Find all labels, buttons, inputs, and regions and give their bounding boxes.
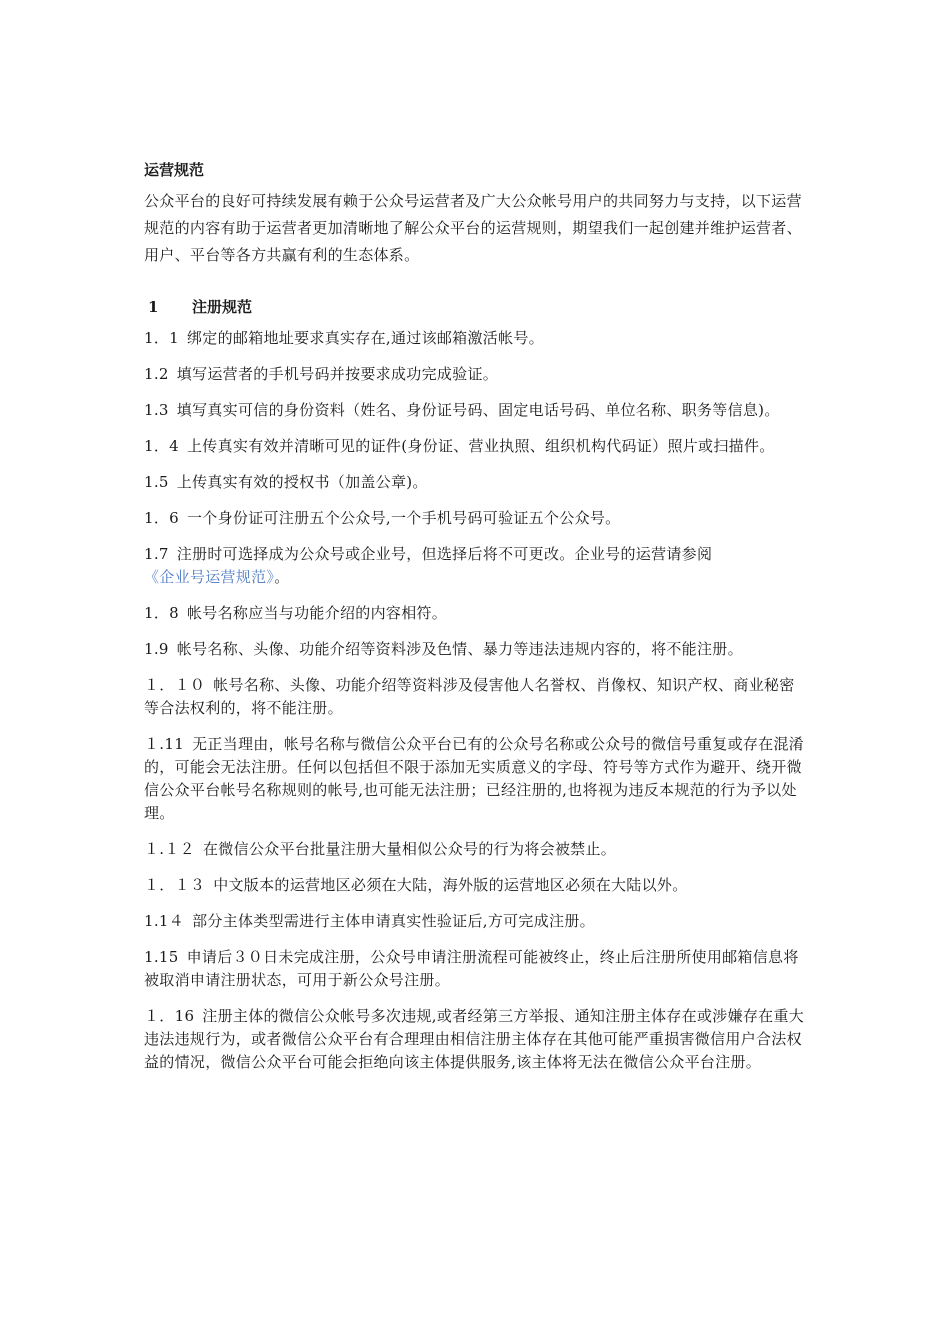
rule-item — [144, 874, 808, 897]
rule-text: 在微信公众平台批量注册大量相似公众号的行为将会被禁止。 — [202, 840, 617, 858]
enterprise-rules-link[interactable]: 《企业号运营规范》 — [144, 568, 275, 586]
rule-item — [144, 946, 808, 992]
rule-number: １．１０ — [144, 676, 206, 694]
rule-text: 帐号名称、头像、功能介绍等资料涉及色情、暴力等违法违规内容的，将不能注册。 — [176, 640, 743, 658]
rule-text: 一个身份证可注册五个公众号,一个手机号码可验证五个公众号。 — [187, 509, 621, 527]
section-title: 注册规范 — [192, 298, 253, 316]
rule-number: 1.2 — [144, 365, 169, 383]
rule-item — [144, 435, 808, 458]
rule-item — [144, 507, 808, 530]
rule-text: 帐号名称应当与功能介绍的内容相符。 — [187, 604, 448, 622]
rule-number: １．１３ — [144, 876, 206, 894]
rule-item — [144, 838, 808, 861]
rule-number: 1.9 — [144, 640, 169, 658]
rule-number: 1．4 — [144, 437, 179, 455]
document-title: 运营规范 — [144, 161, 205, 179]
rule-text: 申请后３０日未完成注册，公众号申请注册流程可能被终止，终止后注册所使用邮箱信息将被取消申请注册状态，可用于新公众号注册。 — [144, 948, 799, 989]
rule-item — [144, 602, 808, 625]
rule-item — [144, 327, 808, 350]
section-heading — [144, 295, 808, 319]
rule-number: １.１２ — [144, 840, 195, 858]
rule-item — [144, 733, 808, 825]
document-page — [144, 158, 808, 1087]
rule-text: 上传真实有效并清晰可见的证件(身份证、营业执照、组织机构代码证）照片或扫描件。 — [187, 437, 775, 455]
rule-item — [144, 638, 808, 661]
rule-list — [144, 327, 808, 1074]
rule-number: 1.7 — [144, 545, 169, 563]
rule-number: １.11 — [144, 735, 185, 753]
rule-number: 1．1 — [144, 329, 179, 347]
rule-text: 中文版本的运营地区必须在大陆，海外版的运营地区必须在大陆以外。 — [213, 876, 688, 894]
rule-item — [144, 543, 808, 589]
intro-paragraph: 公众平台的良好可持续发展有赖于公众号运营者及广大公众帐号用户的共同努力与支持，以下运营规范的内容有助于运营者更加清晰地了解公众平台的运营规则，期望我们一起创建并维护运营者、用户、平台等各方共赢有利的生态体系。 — [144, 192, 802, 264]
rule-item — [144, 363, 808, 386]
rule-text: 填写运营者的手机号码并按要求成功完成验证。 — [176, 365, 499, 383]
rule-text-suffix: 。 — [274, 568, 290, 586]
section-number: 1 — [148, 298, 159, 316]
rule-number: 1.3 — [144, 401, 169, 419]
rule-number: 1．6 — [144, 509, 179, 527]
rule-text: 部分主体类型需进行主体申请真实性验证后,方可完成注册。 — [192, 912, 595, 930]
rule-text: 注册时可选择成为公众号或企业号，但选择后将不可更改。企业号的运营请参阅 — [176, 545, 713, 563]
rule-number: 1.5 — [144, 473, 169, 491]
rule-number: １．16 — [144, 1007, 195, 1025]
rule-number: 1．8 — [144, 604, 179, 622]
rule-number: 1.15 — [144, 948, 179, 966]
rule-number: 1.1４ — [144, 912, 185, 930]
rule-item — [144, 910, 808, 933]
rule-item — [144, 471, 808, 494]
rule-item — [144, 1005, 808, 1074]
rule-item — [144, 674, 808, 720]
rule-item — [144, 399, 808, 422]
rule-text: 上传真实有效的授权书（加盖公章)。 — [176, 473, 428, 491]
rule-text: 绑定的邮箱地址要求真实存在,通过该邮箱激活帐号。 — [187, 329, 544, 347]
rule-text: 无正当理由，帐号名称与微信公众平台已有的公众号名称或公众号的微信号重复或存在混淆的，可能会无法注册。任何以包括但不限于添加无实质意义的字母、符号等方式作为避开、绕开微信公众平台帐号名称规则的帐号,也可能无法注册；已经注册的,也将视为违反本规范的行为予以处理。 — [144, 735, 805, 822]
rule-text: 注册主体的微信公众帐号多次违规,或者经第三方举报、通知注册主体存在或涉嫌存在重大违法违规行为，或者微信公众平台有合理理由相信注册主体存在其他可能严重损害微信用户合法权益的情况，微信公众平台可能会拒绝向该主体提供服务,该主体将无法在微信公众平台注册。 — [144, 1007, 805, 1071]
rule-text: 帐号名称、头像、功能介绍等资料涉及侵害他人名誉权、肖像权、知识产权、商业秘密等合法权利的，将不能注册。 — [144, 676, 795, 717]
rule-text: 填写真实可信的身份资料（姓名、身份证号码、固定电话号码、单位名称、职务等信息)。 — [176, 401, 780, 419]
